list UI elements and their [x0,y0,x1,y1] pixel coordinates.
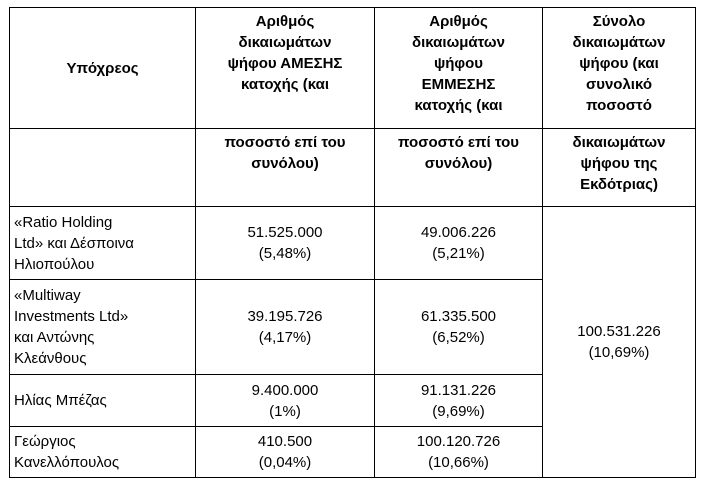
direct-cell: 410.500 (0,04%) [196,427,375,478]
direct-cell: 9.400.000 (1%) [196,375,375,427]
direct-cell: 51.525.000 (5,48%) [196,207,375,280]
indirect-cell: 61.335.500 (6,52%) [375,280,543,375]
indirect-cell: 49.006.226 (5,21%) [375,207,543,280]
table-row [10,207,696,280]
indirect-cell: 91.131.226 (9,69%) [375,375,543,427]
holder-cell: Γεώργιος Κανελλόπουλος [10,427,196,478]
subheader-indirect: ποσοστό επί του συνόλου) [375,129,543,207]
holder-cell: «Ratio Holding Ltd» και Δέσποινα Ηλιοπούλου [10,207,196,280]
indirect-cell: 100.120.726 (10,66%) [375,427,543,478]
subheader-row [10,129,696,207]
subheader-total: δικαιωμάτων ψήφου της Εκδότριας) [543,129,696,207]
header-direct: Αριθμός δικαιωμάτων ψήφου ΑΜΕΣΗΣ κατοχής (και [196,8,375,129]
header-row [10,8,696,129]
holder-cell: Ηλίας Μπέζας [10,375,196,427]
header-holder: Υπόχρεος [10,8,196,129]
subheader-direct: ποσοστό επί του συνόλου) [196,129,375,207]
direct-cell: 39.195.726 (4,17%) [196,280,375,375]
header-indirect: Αριθμός δικαιωμάτων ψήφου ΕΜΜΕΣΗΣ κατοχής (και [375,8,543,129]
subheader-holder-empty [10,129,196,207]
holder-cell: «Multiway Investments Ltd» και Αντώνης Κλεάνθους [10,280,196,375]
header-total: Σύνολο δικαιωμάτων ψήφου (και συνολικό ποσοστό [543,8,696,129]
total-cell: 100.531.226 (10,69%) [543,207,696,478]
voting-rights-table [9,7,696,478]
